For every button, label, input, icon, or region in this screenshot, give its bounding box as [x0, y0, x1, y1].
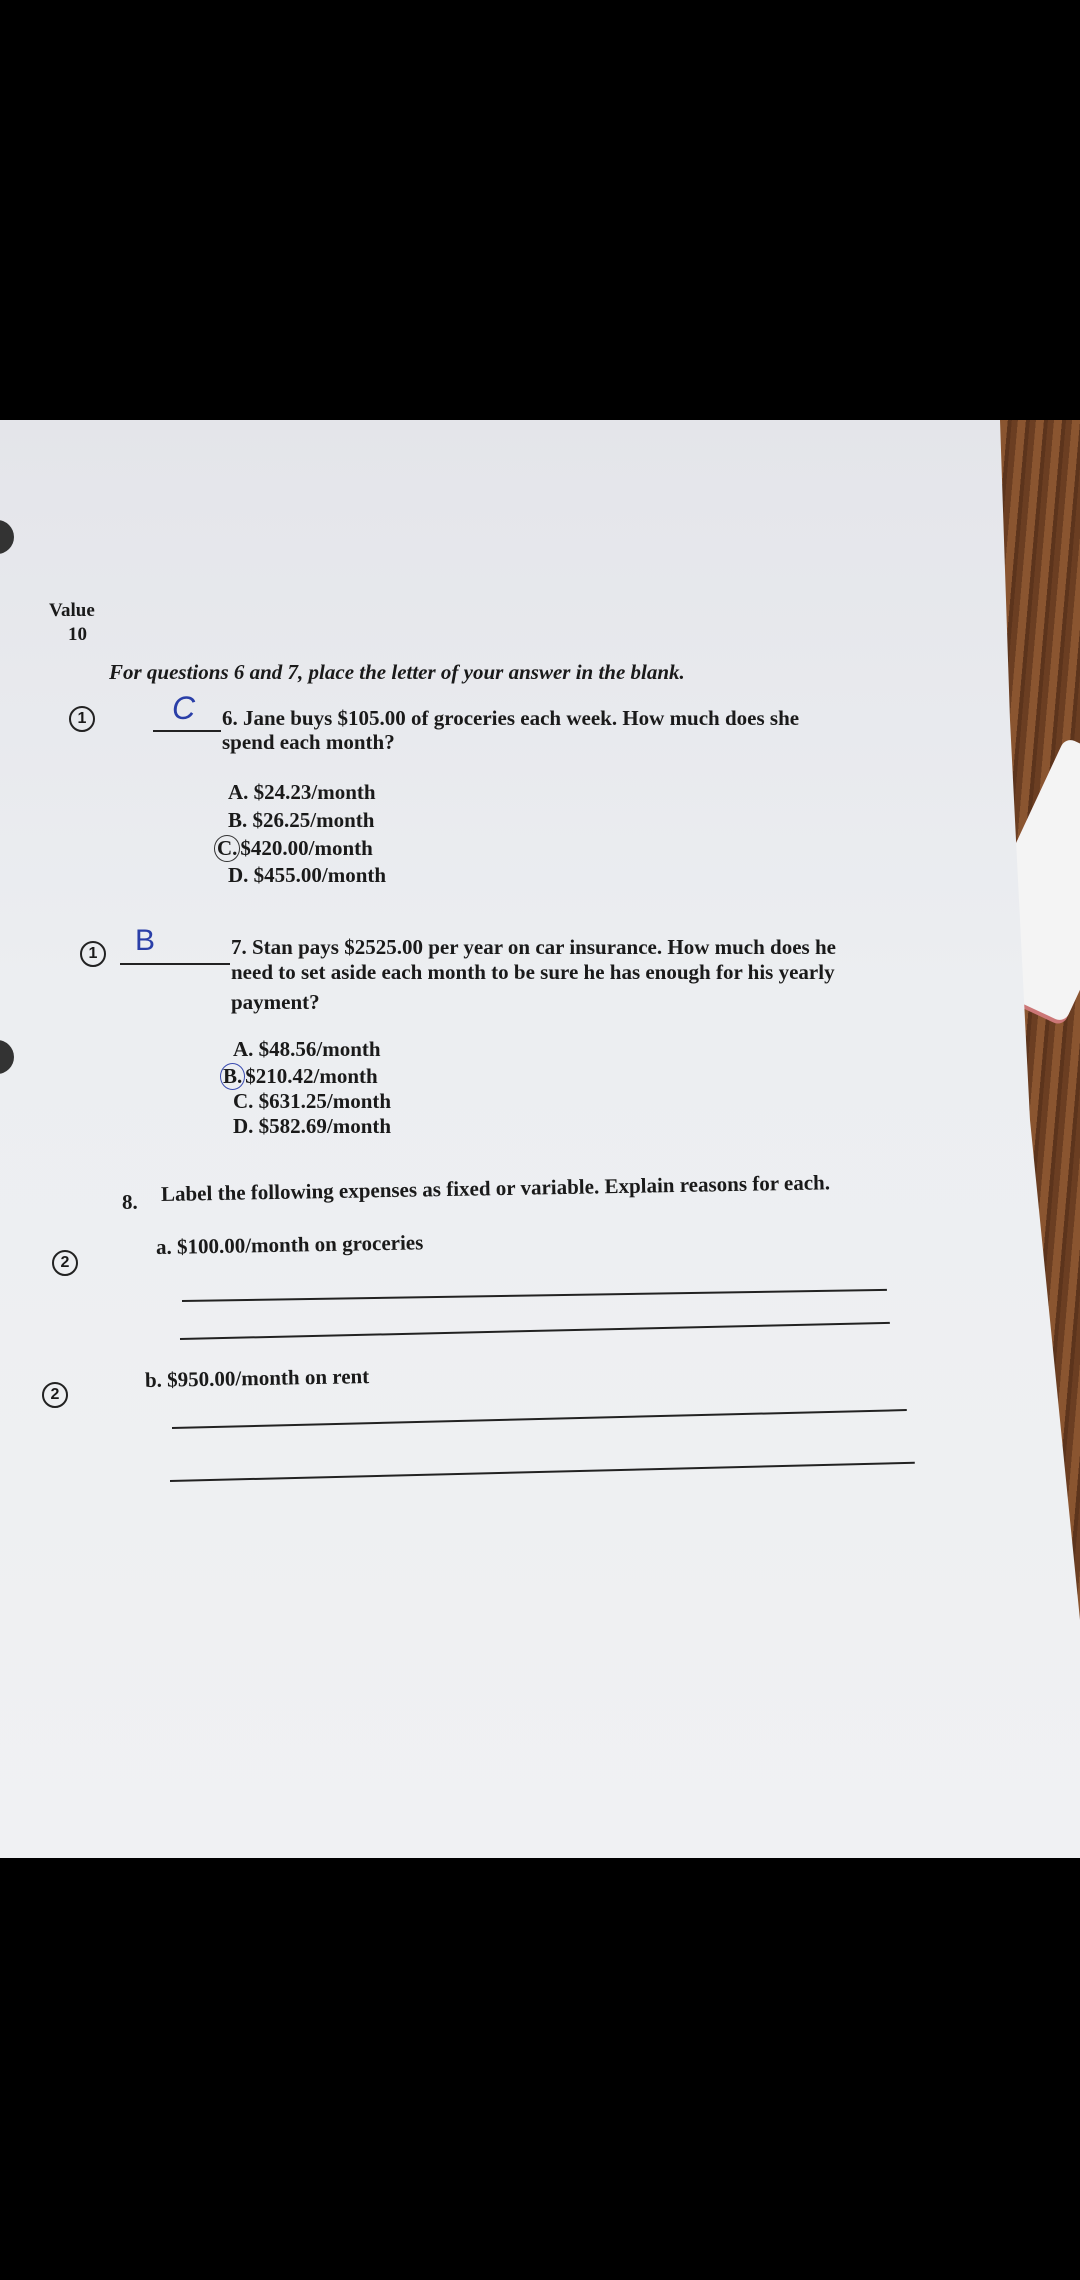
points-badge: 2 [52, 1250, 78, 1276]
handwritten-answer: C [172, 690, 196, 726]
question-7-text: payment? [231, 990, 320, 1014]
option: D. $455.00/month [228, 863, 387, 887]
handwritten-answer: B [135, 924, 156, 957]
value-total: 10 [68, 624, 87, 645]
option-selected: B. $210.42/month [220, 1063, 378, 1090]
question-8a-text: a. $100.00/month on groceries [155, 1230, 424, 1259]
option-selected: C. $420.00/month [214, 835, 373, 862]
answer-blank [120, 963, 230, 965]
option: C. $631.25/month [233, 1089, 392, 1113]
option: A. $24.23/month [228, 780, 376, 804]
points-badge: 1 [69, 706, 95, 732]
option: A. $48.56/month [233, 1037, 381, 1061]
worksheet [0, 420, 1080, 1858]
option: B. $26.25/month [228, 808, 375, 832]
points-badge: 2 [42, 1382, 68, 1408]
question-7-text: need to set aside each month to be sure he has enough for his yearly [231, 960, 835, 984]
question-6-text: spend each month? [222, 730, 395, 754]
instructions: For questions 6 and 7, place the letter of your answer in the blank. [109, 660, 685, 684]
question-7-text: 7. Stan pays $2525.00 per year on car insurance. How much does he [231, 935, 836, 959]
question-8-text: Label the following expenses as fixed or variable. Explain reasons for each. [160, 1170, 831, 1206]
question-8-number: 8. [122, 1190, 138, 1214]
photo [0, 420, 1080, 1858]
option: D. $582.69/month [233, 1114, 392, 1138]
points-badge: 1 [80, 941, 106, 967]
answer-blank [153, 730, 221, 732]
question-6-text: 6. Jane buys $105.00 of groceries each week. How much does she [222, 706, 800, 730]
value-label: Value [49, 600, 95, 621]
question-8b-text: b. $950.00/month on rent [144, 1364, 370, 1392]
